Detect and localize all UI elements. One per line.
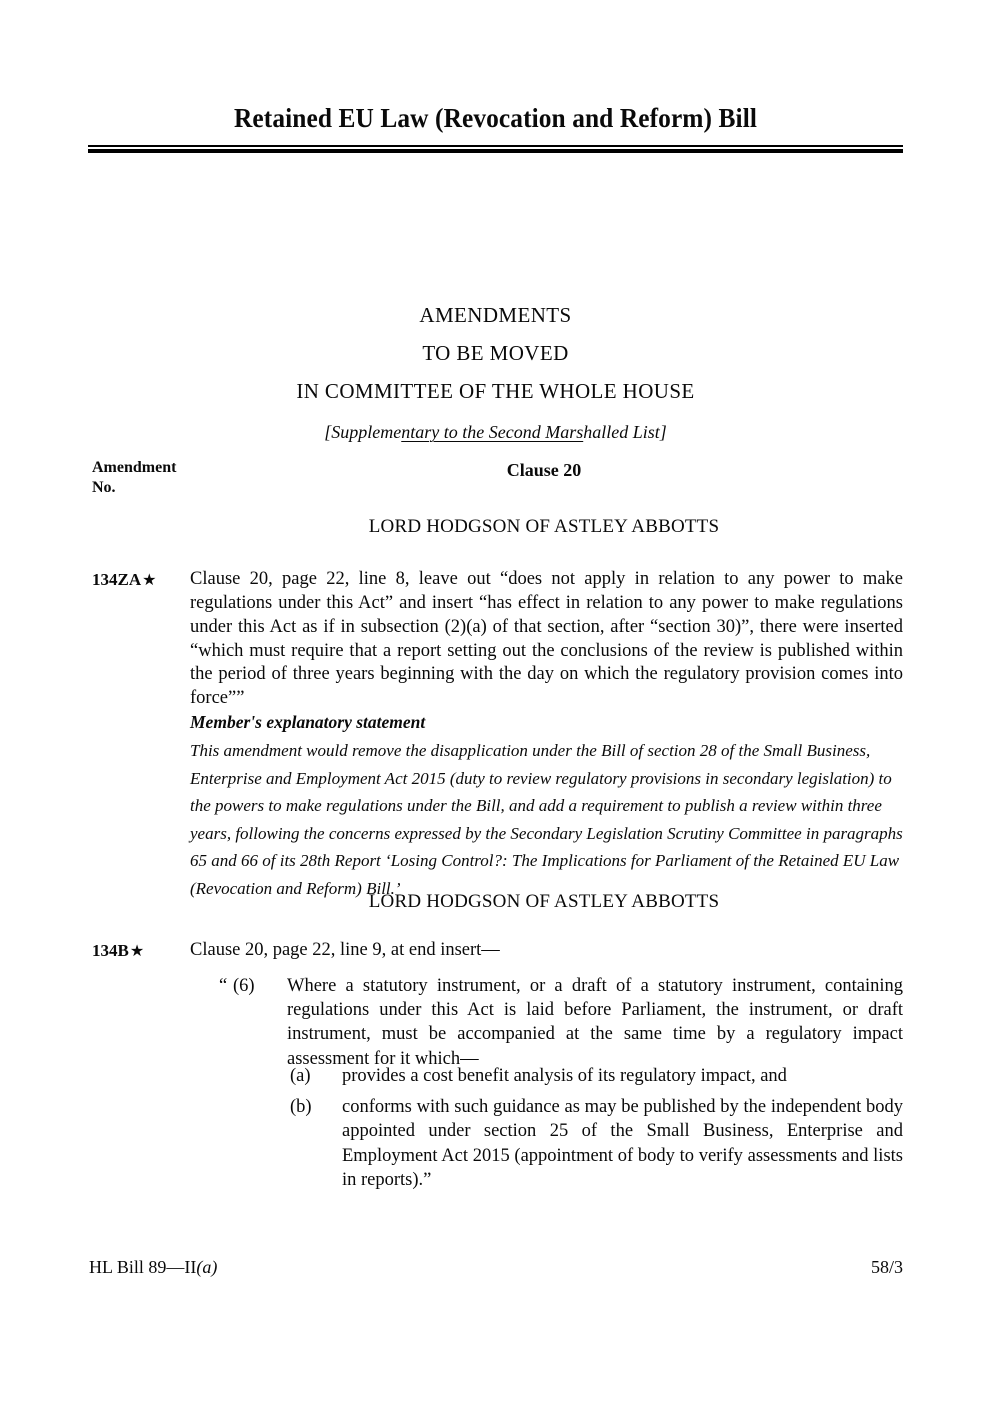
amendment-no-line2: No. — [92, 479, 116, 497]
amendment-number-text: 134B — [92, 941, 129, 960]
inserted-subsection-6 — [219, 974, 903, 1071]
footer-bill-ref-prefix: HL Bill 89—II — [89, 1257, 197, 1277]
amendment-number-text: 134ZA — [92, 570, 142, 589]
divider-rule-thick — [88, 149, 903, 153]
star-icon: ★ — [142, 572, 157, 589]
sponsor-name-134b: LORD HODGSON OF ASTLEY ABBOTTS — [368, 891, 720, 912]
sponsor-name-134za: LORD HODGSON OF ASTLEY ABBOTTS — [368, 516, 720, 537]
title-divider — [88, 145, 903, 153]
supplementary-prefix: [Suppleme — [324, 422, 402, 442]
footer-bill-ref-suffix: (a) — [196, 1257, 218, 1277]
list-item-marker: (b) — [290, 1097, 312, 1118]
list-item-text: conforms with such guidance as may be published by the independent body appointed under section 25 of the Small Business, Enterprise and Employment Act 2015 (appointment of body to verify assessments and lists in reports).” — [342, 1097, 903, 1190]
subsection-row — [219, 974, 903, 1071]
open-quote-mark: “ — [219, 976, 228, 996]
footer-bill-reference — [89, 1257, 217, 1278]
heading-supplementary-note — [88, 422, 903, 443]
amendment-text-134b: Clause 20, page 22, line 9, at end insert— — [190, 940, 500, 960]
explanatory-statement-text: This amendment would remove the disapplication under the Bill of section 28 of the Small Business, Enterprise and Employment Act 2015 (duty to review regulatory provisions in secondary legislation) to the powers to make regulations under the Bill, and add a requirement to publish a review within three years, following the concerns expressed by the Secondary Legislation Scrutiny Committee in paragraphs 65 and 66 of its 28th Report ‘Losing Control?: The Implications for Parliament of the Retained EU Law (Revocation and Reform) Bill.’ — [190, 741, 903, 898]
footer-page-reference: 58/3 — [870, 1257, 903, 1277]
amendment-number-134za — [92, 570, 156, 590]
amendment-number-134b — [92, 941, 144, 961]
explanatory-statement-title: Member's explanatory statement — [190, 712, 426, 732]
subsection-marker — [219, 974, 287, 998]
list-item-marker: (a) — [290, 1066, 311, 1086]
clause-heading: Clause 20 — [506, 460, 582, 480]
star-icon: ★ — [129, 943, 145, 960]
page-title: Retained EU Law (Revocation and Reform) Bill — [234, 103, 757, 133]
heading-in-committee: IN COMMITTEE OF THE WHOLE HOUSE — [296, 379, 695, 403]
list-item — [290, 1064, 903, 1088]
supplementary-underlined-run: ntary to the Second Mars — [401, 422, 584, 442]
heading-amendments: AMENDMENTS — [419, 303, 572, 327]
explanatory-statement-134za — [190, 708, 906, 903]
supplementary-suffix: halled List] — [583, 422, 667, 442]
amendment-text-134za: Clause 20, page 22, line 8, leave out “does not apply in relation to any power to make regulations under this Act” and insert “has effect in relation to any power to make regulations under this Act as if in subsection (2)(a) of that section, after “section 30)”, there were inserted “which must require that a report setting out the conclusions of the review is published within the period of three years beginning with the day on which the regulatory provision comes into force”” — [190, 569, 903, 709]
heading-to-be-moved: TO BE MOVED — [422, 341, 569, 365]
subsection-text: Where a statutory instrument, or a draft of a statutory instrument, containing regulations under this Act is laid before Parliament, the instrument, or draft instrument, must be accompanied at the same time by a regulatory impact assessment for it which— — [287, 976, 903, 1069]
list-item-text: provides a cost benefit analysis of its regulatory impact, and — [342, 1066, 787, 1086]
inserted-subsection-items — [290, 1064, 903, 1199]
subsection-marker-text: (6) — [233, 976, 255, 996]
list-item — [290, 1095, 903, 1192]
amendment-no-line1: Amendment — [92, 459, 177, 476]
